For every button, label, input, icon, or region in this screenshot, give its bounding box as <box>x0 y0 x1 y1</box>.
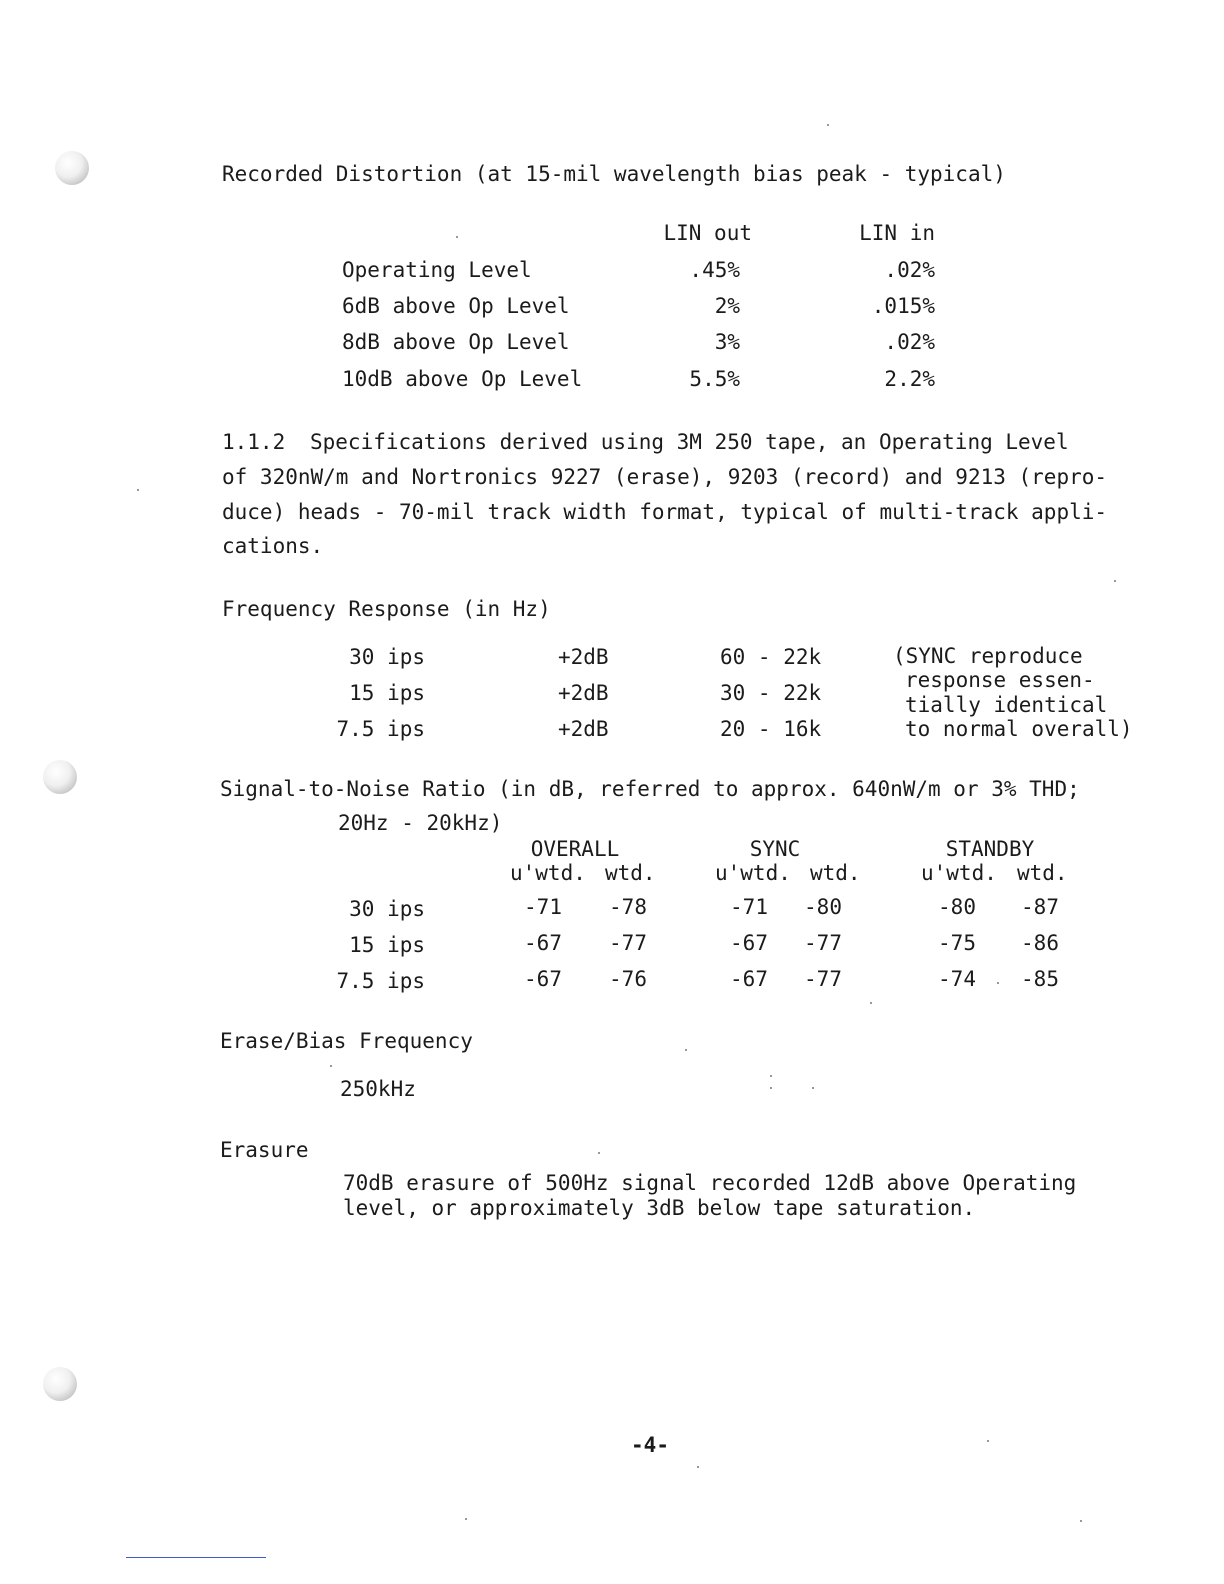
snr-value: -67 <box>730 931 768 955</box>
snr-value: -77 <box>804 967 842 991</box>
snr-sub-unweighted: u'wtd. <box>921 861 997 885</box>
snr-value: -86 <box>1021 931 1059 955</box>
fr-note-line: to normal overall) <box>905 717 1133 741</box>
fr-speed: 30 ips <box>349 645 425 669</box>
speck <box>997 982 999 984</box>
distortion-row-label: 10dB above Op Level <box>342 367 583 391</box>
speck <box>685 1049 687 1051</box>
page-number: -4- <box>631 1433 669 1457</box>
fr-note-line: tially identical <box>905 693 1108 717</box>
fr-note-line: response essen- <box>905 668 1095 692</box>
punch-hole-middle <box>43 760 77 794</box>
distortion-lin-in: .015% <box>871 294 935 318</box>
erasure-text-line: level, or approximately 3dB below tape saturation. <box>343 1196 976 1220</box>
distortion-lin-in: 2.2% <box>884 367 935 391</box>
snr-value: -74 <box>938 967 976 991</box>
distortion-lin-in: .02% <box>884 258 935 282</box>
speck <box>598 1152 600 1154</box>
erasure-text-line: 70dB erasure of 500Hz signal recorded 12dB above Operating <box>343 1171 1077 1195</box>
punch-hole-bottom <box>43 1367 77 1401</box>
snr-value: -67 <box>524 967 562 991</box>
distortion-lin-in: .02% <box>884 330 935 354</box>
distortion-lin-out: .45% <box>689 258 740 282</box>
snr-value: -77 <box>804 931 842 955</box>
snr-value: -76 <box>609 967 647 991</box>
snr-group-sync: SYNC <box>749 837 801 861</box>
erasure-heading: Erasure <box>220 1138 309 1162</box>
fr-tolerance: +2dB <box>558 681 609 705</box>
snr-value: -71 <box>524 895 562 919</box>
snr-value: -67 <box>524 931 562 955</box>
speck <box>697 1466 699 1468</box>
speck <box>330 1065 332 1067</box>
snr-value: -85 <box>1021 967 1059 991</box>
speck <box>1114 580 1116 582</box>
frequency-response-heading: Frequency Response (in Hz) <box>222 597 551 621</box>
snr-value: -77 <box>609 931 647 955</box>
snr-sub-weighted: wtd. <box>1017 861 1068 885</box>
distortion-row-label: 6dB above Op Level <box>342 294 570 318</box>
erase-bias-heading: Erase/Bias Frequency <box>220 1029 473 1053</box>
distortion-heading: Recorded Distortion (at 15-mil wavelength bias peak - typical) <box>222 162 1006 186</box>
snr-value: -78 <box>609 895 647 919</box>
section-text-line: of 320nW/m and Nortronics 9227 (erase), 9203 (record) and 9213 (repro- <box>222 465 1108 489</box>
speck <box>770 1087 772 1089</box>
fr-speed: 7.5 ips <box>336 717 425 741</box>
lin-in-header: LIN in <box>859 221 935 245</box>
snr-speed: 30 ips <box>349 897 425 921</box>
speck <box>456 236 458 238</box>
snr-group-overall: OVERALL <box>530 837 620 861</box>
speck <box>987 1440 989 1442</box>
snr-value: -71 <box>730 895 768 919</box>
snr-speed: 15 ips <box>349 933 425 957</box>
fr-range: 20 - 16k <box>720 717 822 741</box>
section-text-line: duce) heads - 70-mil track width format, typical of multi-track appli- <box>222 500 1108 524</box>
lin-out-header: LIN out <box>663 221 752 245</box>
distortion-lin-out: 2% <box>714 294 740 318</box>
speck <box>1080 1520 1082 1522</box>
fr-tolerance: +2dB <box>558 717 609 741</box>
distortion-row-label: 8dB above Op Level <box>342 330 570 354</box>
punch-hole-top <box>55 151 89 185</box>
erase-bias-value: 250kHz <box>340 1077 416 1101</box>
snr-heading-cont: 20Hz - 20kHz) <box>338 811 503 835</box>
footer-rule <box>126 1557 266 1558</box>
snr-value: -80 <box>938 895 976 919</box>
snr-group-standby: STANDBY <box>945 837 1035 861</box>
distortion-lin-out: 3% <box>714 330 740 354</box>
section-text-line: Specifications derived using 3M 250 tape, an Operating Level <box>310 430 1069 454</box>
snr-sub-unweighted: u'wtd. <box>715 861 791 885</box>
snr-value: -75 <box>938 931 976 955</box>
fr-speed: 15 ips <box>349 681 425 705</box>
speck <box>812 1087 814 1089</box>
snr-sub-unweighted: u'wtd. <box>510 861 586 885</box>
speck <box>137 489 139 491</box>
speck <box>770 1075 772 1077</box>
distortion-lin-out: 5.5% <box>689 367 740 391</box>
snr-sub-weighted: wtd. <box>605 861 656 885</box>
snr-heading: Signal-to-Noise Ratio (in dB, referred to approx. 640nW/m or 3% THD; <box>220 777 1080 801</box>
fr-note-line: (SYNC reproduce <box>893 644 1083 668</box>
snr-value: -67 <box>730 967 768 991</box>
snr-sub-weighted: wtd. <box>810 861 861 885</box>
speck <box>827 124 829 126</box>
snr-value: -80 <box>804 895 842 919</box>
snr-speed: 7.5 ips <box>336 969 425 993</box>
fr-tolerance: +2dB <box>558 645 609 669</box>
section-number: 1.1.2 <box>222 430 286 454</box>
fr-range: 30 - 22k <box>720 681 822 705</box>
speck <box>870 1002 872 1004</box>
distortion-row-label: Operating Level <box>342 258 532 282</box>
fr-range: 60 - 22k <box>720 645 822 669</box>
speck <box>465 1518 467 1520</box>
section-text-line: cations. <box>222 534 324 558</box>
snr-value: -87 <box>1021 895 1059 919</box>
